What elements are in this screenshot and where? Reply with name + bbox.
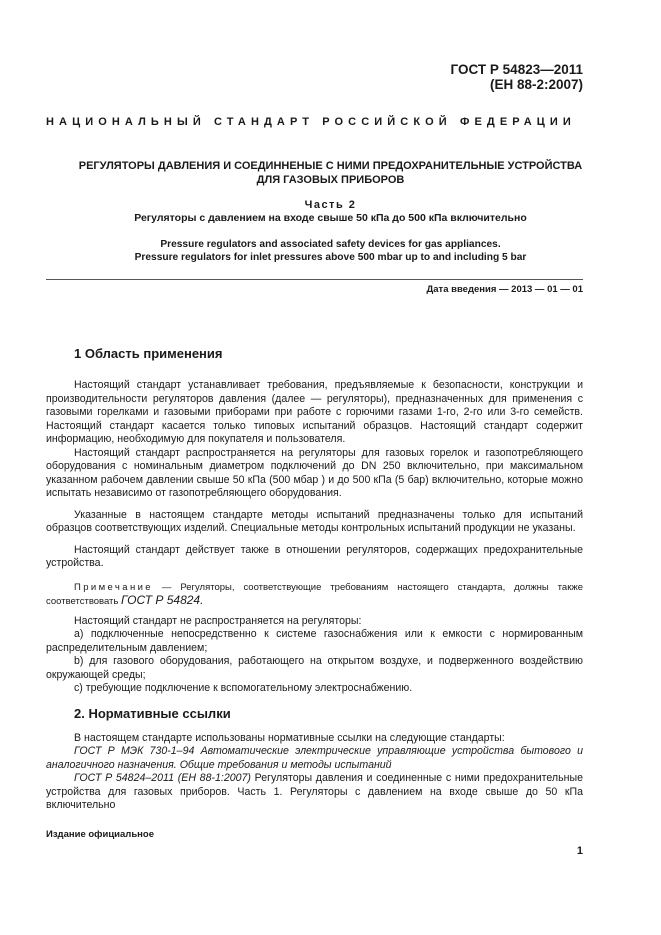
note-reference: ГОСТ Р 54824. (121, 593, 204, 607)
exclusion-item-a: а) подключенные непосредственно к системе газоснабжения или к емкости с нормированным распределительным давлением; (46, 628, 583, 654)
document-title-en (60, 238, 601, 264)
title-ru-line2: ДЛЯ ГАЗОВЫХ ПРИБОРОВ (256, 174, 405, 186)
exclusion-item-b: b) для газового оборудования, работающего на открытом воздухе, и подверженного воздействию окружающей среды; (46, 655, 583, 681)
page-number: 1 (576, 845, 583, 857)
title-ru-line1: РЕГУЛЯТОРЫ ДАВЛЕНИЯ И СОЕДИННЕНЫЕ С НИМИ ПРЕДОХРАНИТЕЛЬНЫЕ УСТРОЙСТВА (78, 160, 583, 172)
normative-reference-1: ГОСТ Р МЭК 730-1–94 Автоматические электрические управляющие устройства бытового и аналогичного назначения. Общие требования и методы испытаний (46, 745, 583, 771)
document-title-ru (60, 159, 601, 187)
exclusion-item-c: с) требующие подключение к вспомогательному электроснабжению. (74, 682, 413, 694)
part-label: Часть 2 (304, 199, 357, 211)
section-1-paragraph: Настоящий стандарт распространяется на регуляторы для газовых горелок и газопотребляющего оборудования с номинальным диаметром подключений до DN 250 включительно, при максимальном указанном рабочем давлении свыше 50 кПа (500 мбар ) и до 500 кПа (5 бар) включительно, которые можно испытать независимо от газопотребляющего оборудования. (46, 446, 583, 499)
horizontal-rule (46, 279, 583, 280)
gost-code-block (451, 62, 583, 92)
section-2-paragraph: В настоящем стандарте использованы нормативные ссылки на следующие стандарты: (74, 731, 505, 744)
intro-date: Дата введения — 2013 — 01 — 01 (426, 284, 583, 295)
document-body (46, 346, 583, 813)
section-1-paragraph: Настоящий стандарт действует также в отношении регуляторов, содержащих предохранительные устройства. (46, 543, 583, 569)
note-label: Примечание (74, 581, 153, 593)
part-title: Регуляторы с давлением на входе свыше 50 кПа до 500 кПа включительно (134, 212, 527, 224)
national-standard-heading: НАЦИОНАЛЬНЫЙ СТАНДАРТ РОССИЙСКОЙ ФЕДЕРАЦИИ (46, 116, 576, 128)
section-1-heading: 1 Область применения (74, 346, 223, 361)
section-1-paragraph: Настоящий стандарт устанавливает требования, предъявляемые к безопасности, конструкции и производительности регуляторов давления (далее — регуляторы), предназначенных для применения с газовыми горелками и газовыми приборами при работе с горючими газами 1-го, 2-го или 3-го семейств. Настоящий стандарт касается только типовых испытаний образцов. Настоящий стандарт содержит информацию, необходимую для покупателя и пользователя. (46, 379, 583, 445)
edition-label: Издание официальное (46, 829, 154, 840)
reference-2-text: Регуляторы давления и соединенные с ними предохранительные устройства для газовых приборов. Часть 1. Регуляторы с давлением на входе свыше до 50 кПа включительно (46, 772, 583, 811)
reference-2-code: ГОСТ Р 54824–2011 (ЕН 88-1:2007) (74, 772, 251, 784)
gost-number: ГОСТ Р 54823—2011 (450, 62, 583, 77)
section-1-paragraph: Настоящий стандарт не распространяется на регуляторы: (74, 614, 362, 627)
note-paragraph (46, 581, 583, 609)
section-2-heading: 2. Нормативные ссылки (74, 705, 231, 721)
title-en-line2: Pressure regulators for inlet pressures above 500 mbar up to and including 5 bar (134, 252, 527, 263)
title-en-line1: Pressure regulators and associated safety devices for gas appliances. (160, 239, 501, 250)
en-number: (ЕН 88-2:2007) (489, 77, 583, 92)
section-1-paragraph: Указанные в настоящем стандарте методы испытаний предназначены только для испытаний образцов соответствующих изделий. Специальные методы контрольных испытаний продукции не указаны. (46, 508, 583, 534)
note-text: — Регуляторы, соответствующие требованиям настоящего стандарта, должны также соответствовать (46, 581, 583, 607)
normative-reference-2 (46, 772, 583, 813)
